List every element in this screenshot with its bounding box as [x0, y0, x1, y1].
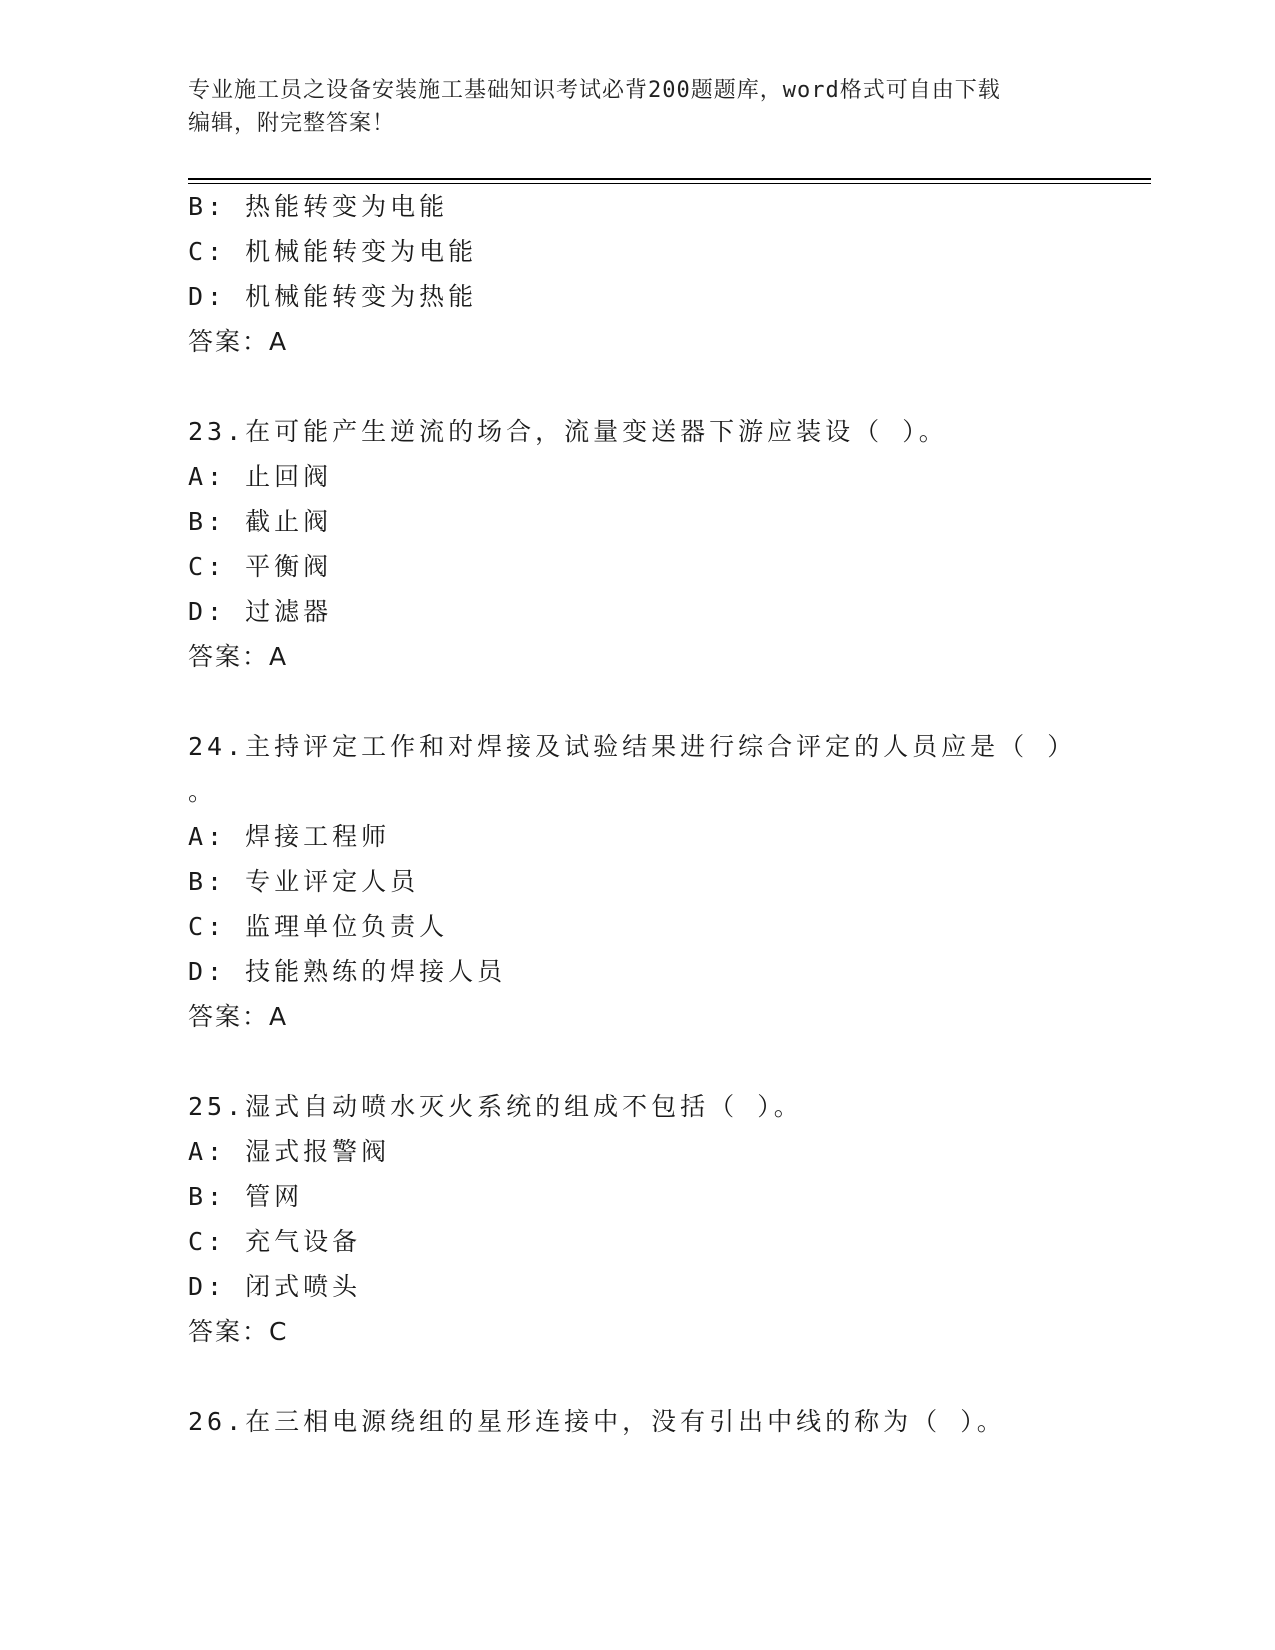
document-header [188, 74, 1088, 140]
q25-option-c: C: 充气设备 [188, 1227, 362, 1256]
header-divider-thin [188, 183, 1151, 184]
q25-option-b: B: 管网 [188, 1182, 304, 1211]
q23-option-d: D: 过滤器 [188, 597, 333, 626]
q24-option-d: D: 技能熟练的焊接人员 [188, 957, 507, 986]
q24-answer: 答案：A [188, 1002, 289, 1031]
q25-option-d: D: 闭式喷头 [188, 1272, 362, 1301]
q23-option-b: B: 截止阀 [188, 507, 333, 536]
header-divider-thick [188, 178, 1151, 180]
q25-option-a: A: 湿式报警阀 [188, 1137, 391, 1166]
q24-option-c: C: 监理单位负责人 [188, 912, 449, 941]
q24-option-a: A: 焊接工程师 [188, 822, 391, 851]
q25-answer: 答案：C [188, 1317, 289, 1346]
q22-option-b: B: 热能转变为电能 [188, 192, 449, 221]
q22-option-d: D: 机械能转变为热能 [188, 282, 478, 311]
q22-answer: 答案：A [188, 327, 289, 356]
q24-question: 24.主持评定工作和对焊接及试验结果进行综合评定的人员应是（ ） [188, 732, 1077, 761]
q24-option-b: B: 专业评定人员 [188, 867, 420, 896]
q23-question: 23.在可能产生逆流的场合，流量变送器下游应装设（ ）。 [188, 417, 948, 446]
q24-question-continuation: 。 [188, 777, 218, 806]
q23-option-a: A: 止回阀 [188, 462, 333, 491]
header-line-2: 编辑，附完整答案！ [188, 111, 396, 136]
q25-question: 25.湿式自动喷水灭火系统的组成不包括（ ）。 [188, 1092, 803, 1121]
q26-question: 26.在三相电源绕组的星形连接中，没有引出中线的称为（ ）。 [188, 1407, 1006, 1436]
q22-option-c: C: 机械能转变为电能 [188, 237, 478, 266]
header-line-1: 专业施工员之设备安装施工基础知识考试必背200题题库，word格式可自由下载 [188, 78, 1001, 103]
q23-option-c: C: 平衡阀 [188, 552, 333, 581]
q23-answer: 答案：A [188, 642, 289, 671]
